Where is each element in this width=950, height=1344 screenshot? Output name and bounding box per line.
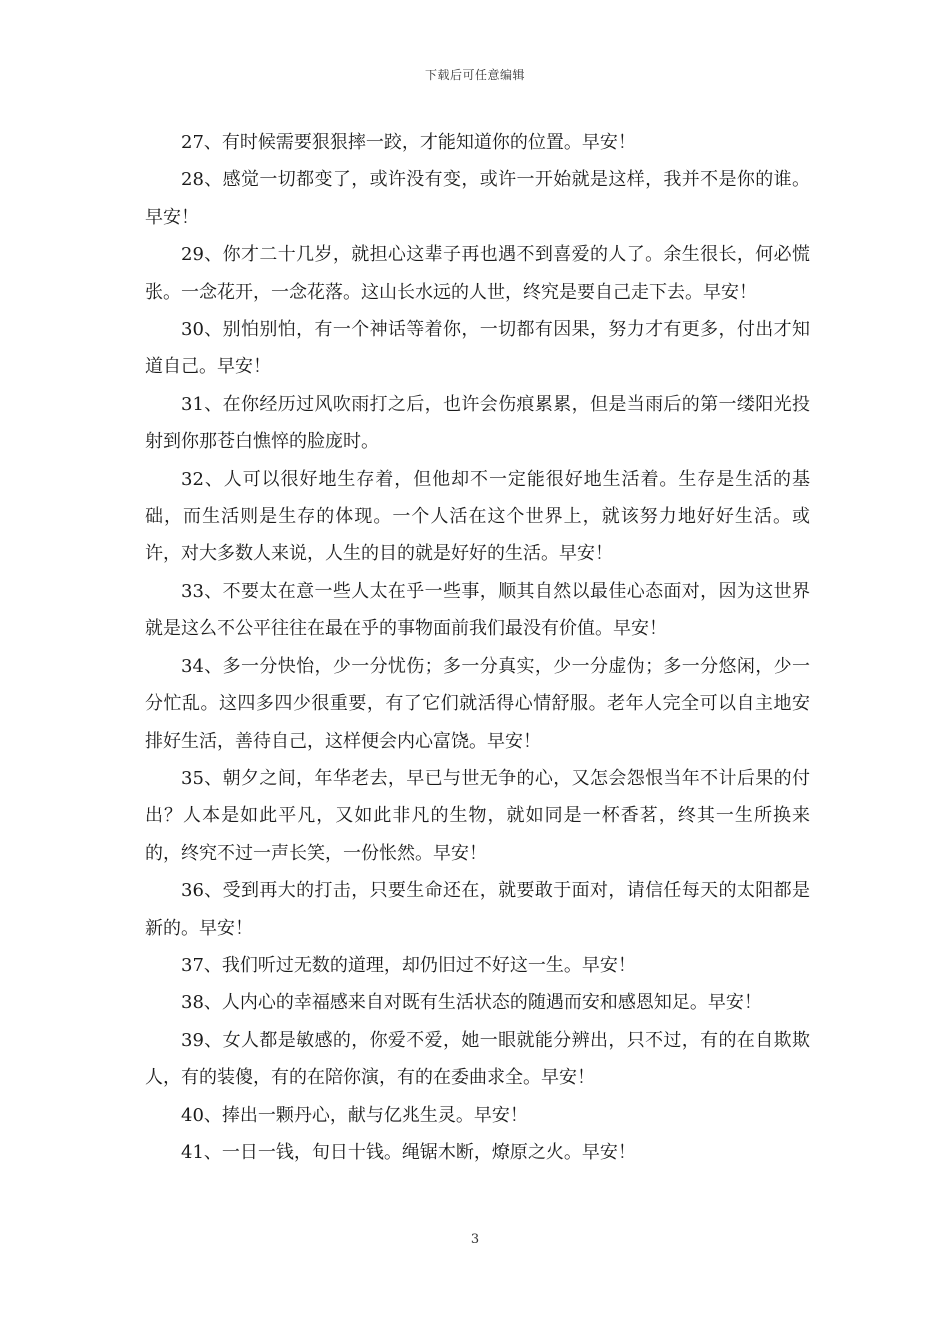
paragraph-37: 37、我们听过无数的道理，却仍旧过不好这一生。早安！ [181,954,636,976]
paragraph-28: 28、感觉一切都变了，或许没有变，或许一开始就是这样，我并不是你的谁。早安！ [145,169,810,228]
page-header: 下载后可任意编辑 [424,68,525,82]
paragraph-41: 41、一日一钱，旬日十钱。绳锯木断，燎原之火。早安！ [181,1141,636,1163]
paragraph-36: 36、受到再大的打击，只要生命还在，就要敢于面对，请信任每天的太阳都是新的。早安！ [145,880,810,939]
paragraph-35: 35、朝夕之间，年华老去，早已与世无争的心，又怎会怨恨当年不计后果的付出？人本是如此平凡，又如此非凡的生物，就如同是一杯香茗，终其一生所换来的，终究不过一声长笑，一份怅然。早安！ [145,767,810,864]
document-body [145,124,810,1171]
paragraph-33: 33、不要太在意一些人太在乎一些事，顺其自然以最佳心态面对，因为这世界就是这么不公平往往在最在乎的事物面前我们最没有价值。早安！ [145,580,810,640]
page-number: 3 [470,1232,480,1247]
paragraph-38: 38、人内心的幸福感来自对既有生活状态的随遇而安和感恩知足。早安！ [181,992,762,1014]
paragraph-32: 32、人可以很好地生存着，但他却不一定能很好地生活着。生存是生活的基础，而生活则是生存的体现。一个人活在这个世界上，就该努力地好好生活。或许，对大多数人来说，人生的目的就是好好的生活。早安！ [145,468,810,565]
paragraph-29: 29、你才二十几岁，就担心这辈子再也遇不到喜爱的人了。余生很长，何必慌张。一念花开，一念花落。这山长水远的人世，终究是要自己走下去。早安！ [145,244,810,303]
paragraph-30: 30、别怕别怕，有一个神话等着你，一切都有因果，努力才有更多，付出才知道自己。早安！ [145,319,810,378]
paragraph-31: 31、在你经历过风吹雨打之后，也许会伤痕累累，但是当雨后的第一缕阳光投射到你那苍白憔悴的脸庞时。 [145,393,810,453]
paragraph-40: 40、捧出一颗丹心，献与亿兆生灵。早安！ [181,1104,528,1126]
paragraph-34: 34、多一分快怡，少一分忧伤；多一分真实，少一分虚伪；多一分悠闲，少一分忙乱。这四多四少很重要，有了它们就活得心情舒服。老年人完全可以自主地安排好生活，善待自己，这样便会内心富饶。早安！ [145,655,810,752]
paragraph-27: 27、有时候需要狠狠摔一跤，才能知道你的位置。早安！ [181,132,636,153]
paragraph-39: 39、女人都是敏感的，你爱不爱，她一眼就能分辨出，只不过，有的在自欺欺人，有的装傻，有的在陪你演，有的在委曲求全。早安！ [145,1029,810,1089]
